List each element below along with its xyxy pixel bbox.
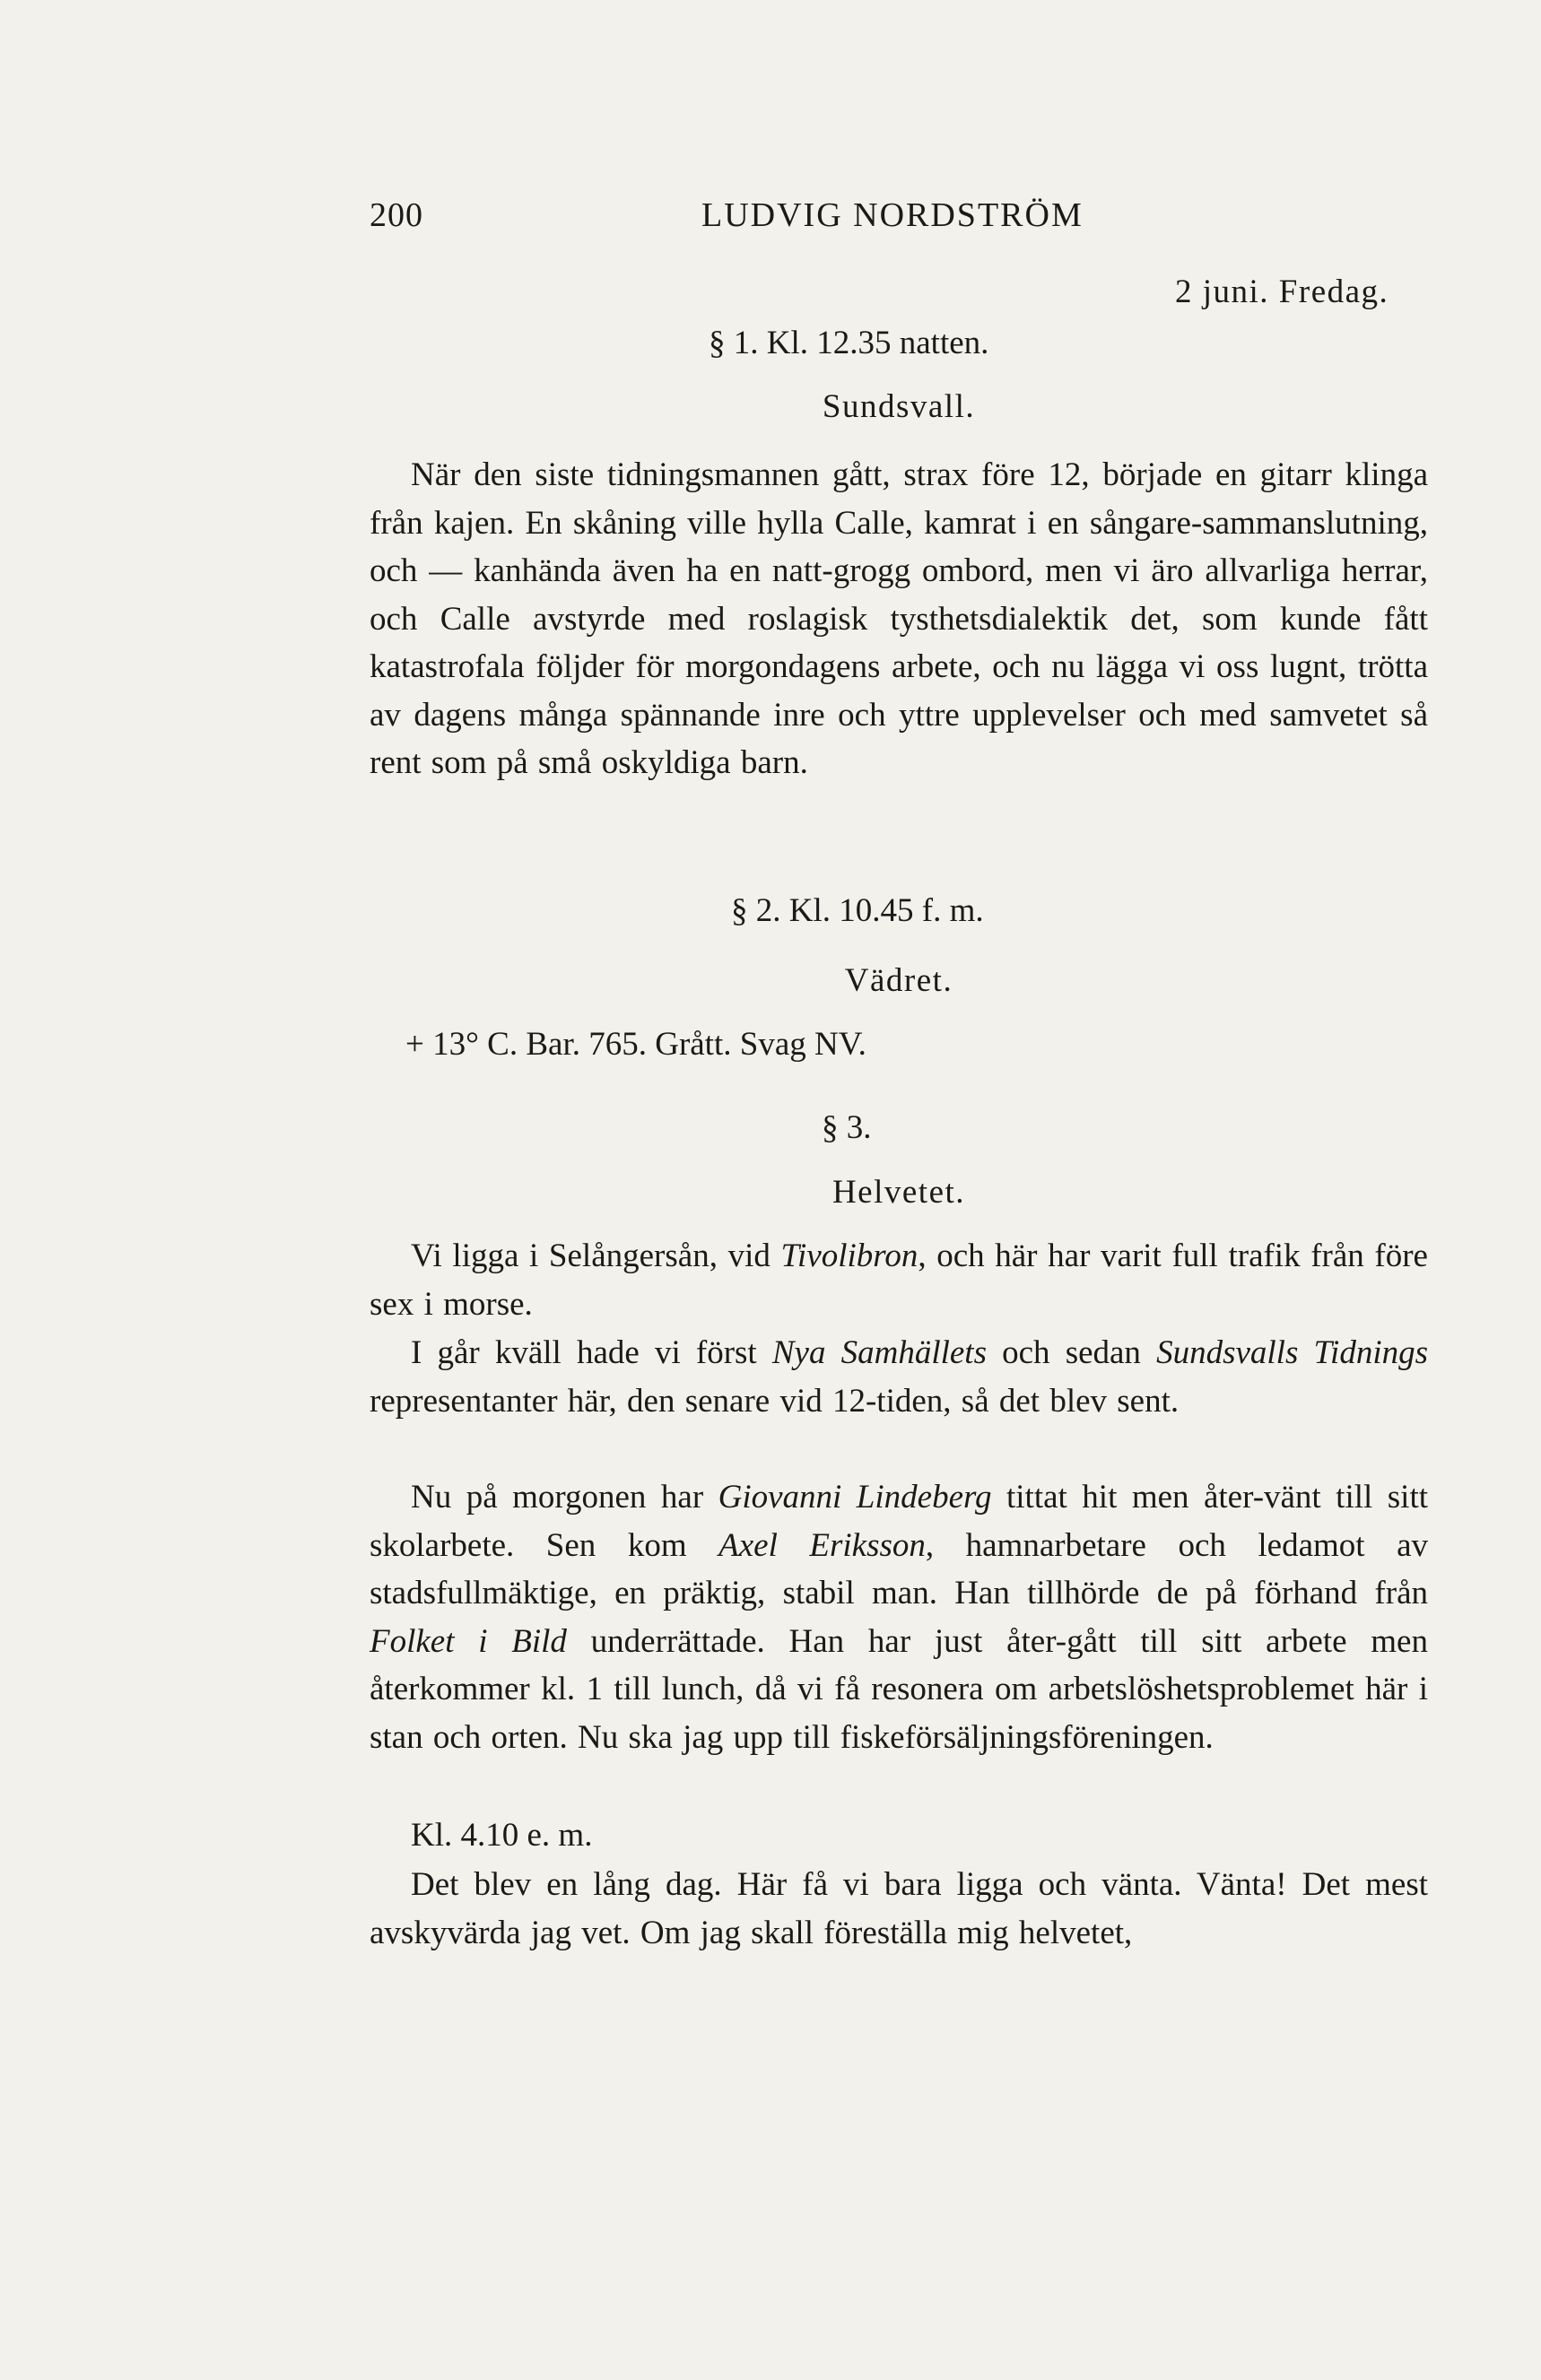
paragraph-visitors: Nu på morgonen har Giovanni Lindeberg tittat hit men åter-vänt till sitt skolarbete. Sen kom Axel Eriksson, hamnarbetare och ledamot av stadsfullmäktige, en präktig, stabil man. Han tillhörde de på förhand från Folket i Bild underrättade. Han har just åter-gått till sitt arbete men återkommer kl. 1 till lunch, då vi få resonera om arbetslöshetsproblemet här i stan och orten. Nu ska jag upp till fiskeförsäljningsföreningen.	[370, 1479, 1429, 1756]
weather-line: + 13° C. Bar. 765. Grått. Svag NV.	[405, 1026, 866, 1063]
running-title: LUDVIG NORDSTRÖM	[701, 196, 1084, 234]
section-1-paragraph: När den siste tidningsmannen gått, strax före 12, började en gitarr klinga från kajen. En skåning ville hylla Calle, kamrat i en sångare-sammanslutning, och — kanhända även ha en natt-grogg ombord, men vi äro allvarliga herrar, och Calle avstyrde med roslagisk tysthetsdialektik det, som kunde fått katastrofala följder för morgondagens arbete, och nu lägga vi oss lugnt, trötta av dagens många spännande inre och yttre upplevelser och med samvetet så rent som på små oskyldiga barn.	[370, 456, 1428, 781]
paragraph-tivolibron: Vi ligga i Selångersån, vid Tivolibron, och här har varit full trafik från före sex i morse.	[370, 1238, 1428, 1323]
italic-newspaper-name: Nya Samhällets	[771, 1334, 987, 1371]
italic-newspaper-name: Sundsvalls Tidnings	[1156, 1334, 1428, 1371]
page-number: 200	[370, 196, 423, 234]
section-1-heading: § 1. Kl. 12.35 natten.	[709, 325, 989, 361]
paragraph-newspapers: I går kväll hade vi först Nya Samhällets och sedan Sundsvalls Tidnings representanter här, den senare vid 12-tiden, så det blev sent.	[370, 1334, 1428, 1420]
date-line: 2 juni. Fredag.	[1175, 274, 1389, 310]
paragraph-waiting: Det blev en lång dag. Här få vi bara ligga och vänta. Vänta! Det mest avskyvärda jag vet. Om jag skall föreställa mig helvetet,	[370, 1866, 1428, 1951]
italic-person-name: Giovanni Lindeberg	[718, 1479, 992, 1516]
section-2-title: Vädret.	[844, 962, 953, 999]
section-3-heading: § 3.	[822, 1109, 872, 1146]
italic-person-name: Axel Eriksson	[718, 1526, 926, 1564]
italic-magazine-name: Folket i Bild	[370, 1622, 567, 1660]
page-header	[370, 195, 1428, 249]
section-2-heading: § 2. Kl. 10.45 f. m.	[731, 892, 984, 929]
italic-place-name: Tivolibron	[780, 1238, 919, 1274]
section-3-title: Helvetet.	[831, 1174, 966, 1211]
time-entry: Kl. 4.10 e. m.	[411, 1817, 593, 1854]
section-1-place: Sundsvall.	[822, 388, 976, 425]
